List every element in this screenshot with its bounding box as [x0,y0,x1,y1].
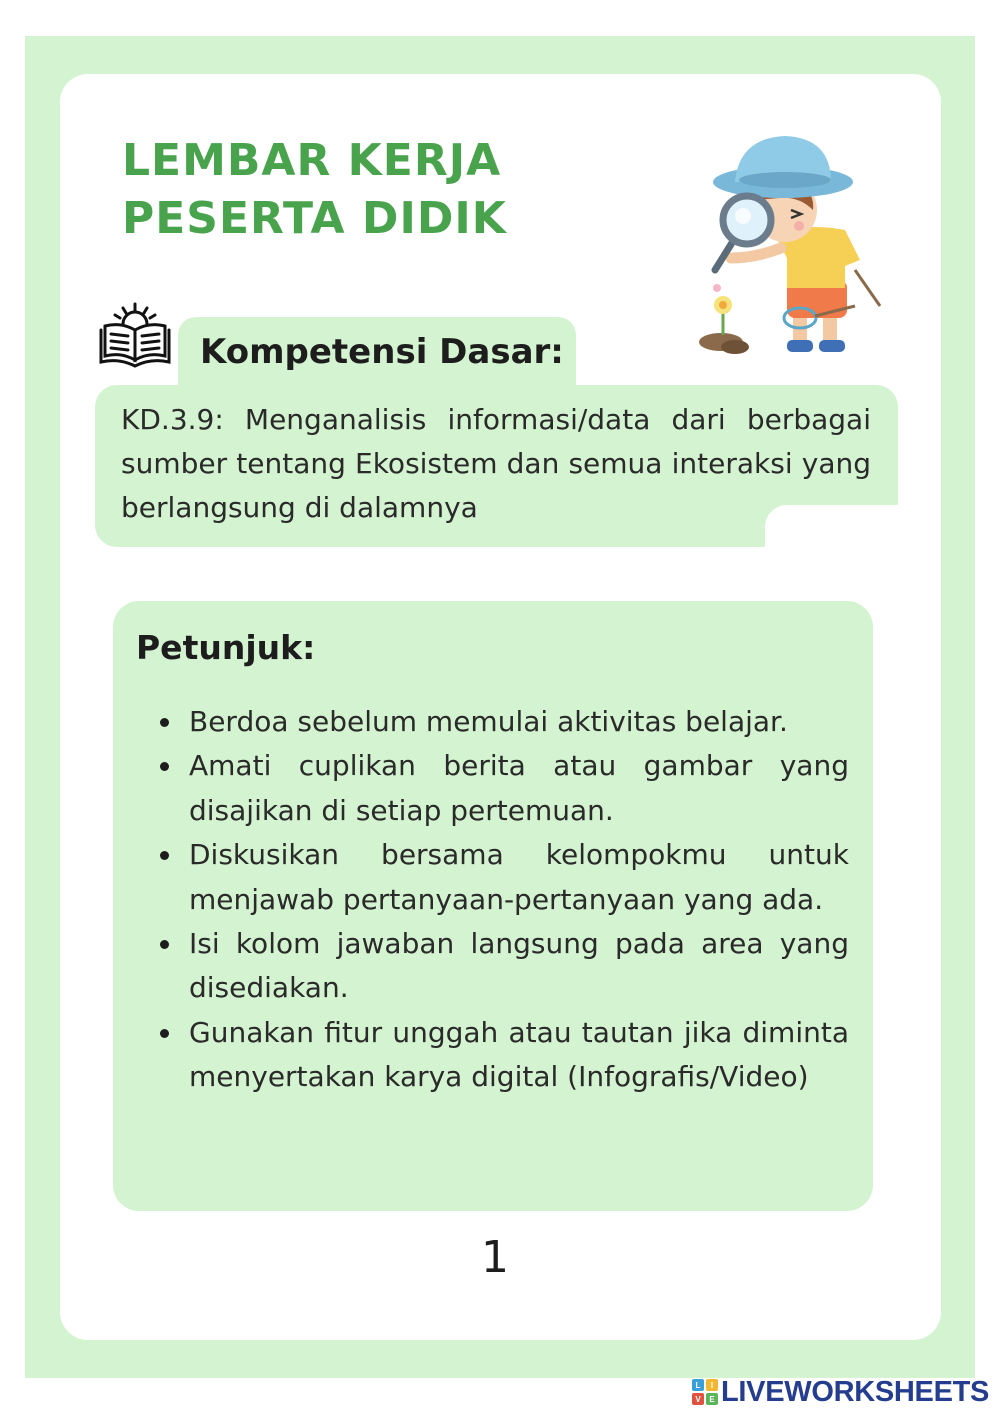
instruction-item: Amati cuplikan berita atau gambar yang disajikan di setiap pertemuan. [152,744,849,833]
title-line-1: LEMBAR KERJA [122,135,502,186]
svg-text:I: I [710,1381,714,1390]
instruction-item: Diskusikan bersama kelompokmu untuk menjawab pertanyaan-pertanyaan yang ada. [152,833,849,922]
title-line-2: PESERTA DIDIK [122,193,507,244]
liveworksheets-wordmark: LIVEWORKSHEETS [721,1375,990,1408]
competency-heading: Kompetensi Dasar: [200,332,564,372]
open-book-icon [95,300,175,372]
competency-text: KD.3.9: Menganalisis informasi/data dari berbagai sumber tentang Ekosistem dan semua interaksi yang berlangsung di dalamnya [121,403,871,524]
instructions-list [152,700,849,1100]
instructions-heading: Petunjuk: [136,628,316,667]
svg-text:L: L [695,1381,701,1390]
instruction-item: Isi kolom jawaban langsung pada area yang disediakan. [152,922,849,1011]
instruction-item: Berdoa sebelum memulai aktivitas belajar. [152,700,849,744]
instruction-item: Gunakan fitur unggah atau tautan jika diminta menyertakan karya digital (Infografis/Video) [152,1011,849,1100]
worksheet-title [122,132,507,248]
svg-text:V: V [695,1395,701,1404]
liveworksheets-logo-icon [692,1379,718,1405]
child-with-magnifier-illustration [695,130,885,360]
svg-text:E: E [709,1395,715,1404]
page-number: 1 [481,1232,509,1283]
liveworksheets-brand[interactable] [692,1374,989,1410]
